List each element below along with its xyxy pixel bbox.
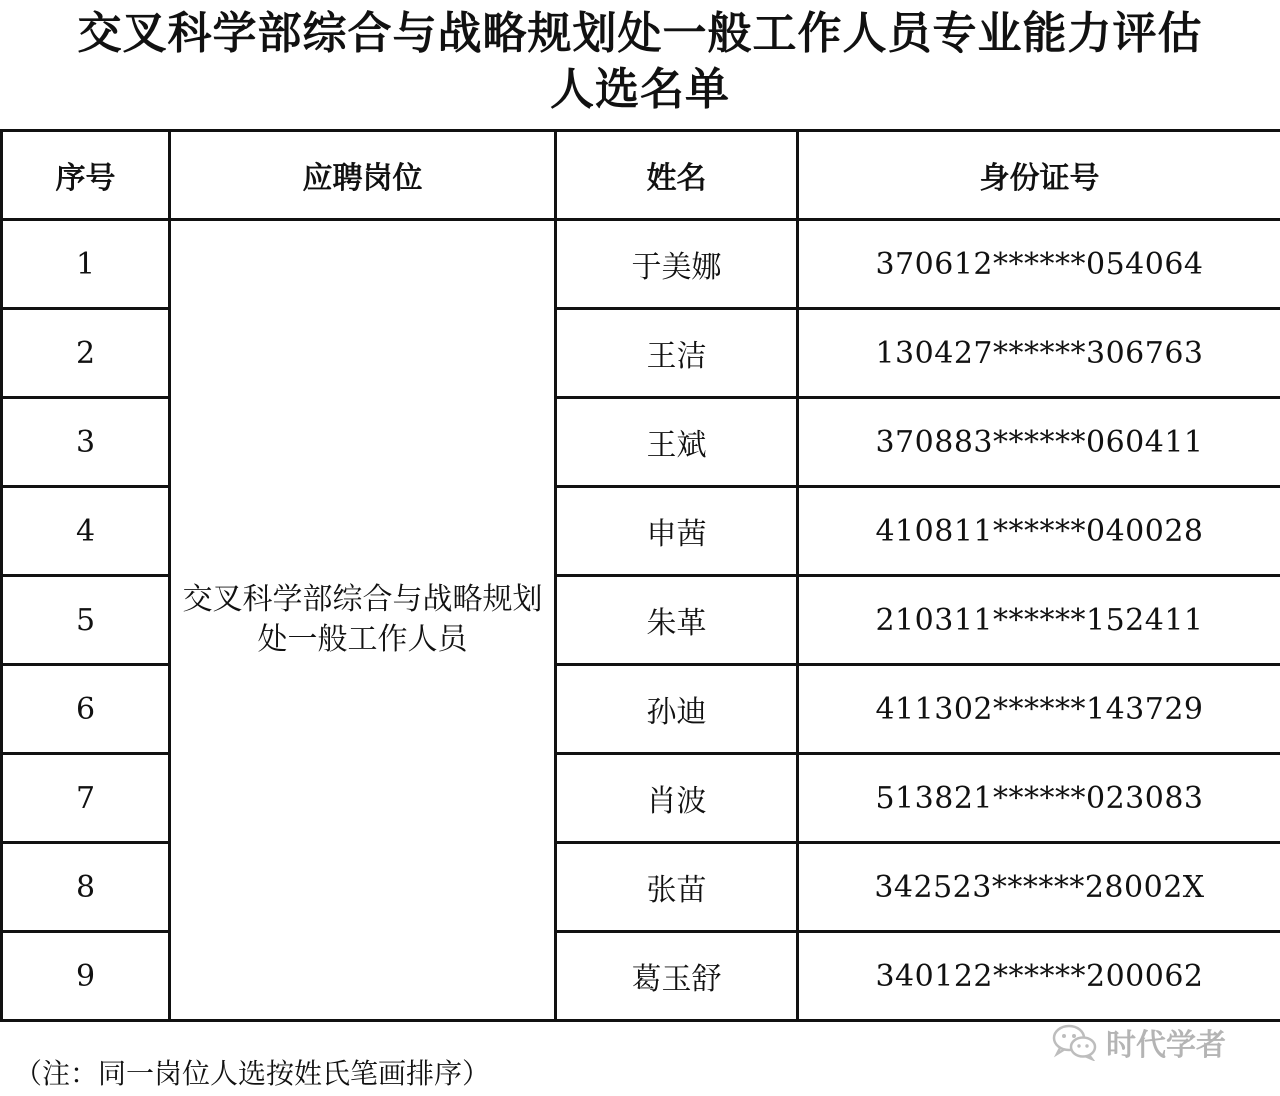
row-number: 2 bbox=[2, 309, 170, 398]
row-name: 王斌 bbox=[556, 398, 798, 487]
row-name: 葛玉舒 bbox=[556, 932, 798, 1021]
row-name: 孙迪 bbox=[556, 665, 798, 754]
table-header-row bbox=[2, 131, 1280, 220]
row-number: 7 bbox=[2, 754, 170, 843]
watermark bbox=[1052, 1020, 1226, 1064]
row-number: 1 bbox=[2, 220, 170, 309]
row-id-number: 410811******040028 bbox=[798, 487, 1280, 576]
wechat-icon bbox=[1052, 1023, 1098, 1061]
footnote: （注：同一岗位人选按姓氏笔画排序） bbox=[14, 1057, 491, 1090]
header-id-number: 身份证号 bbox=[798, 131, 1280, 220]
page-title-line-2: 人选名单 bbox=[550, 64, 730, 115]
row-name: 申茜 bbox=[556, 487, 798, 576]
row-id-number: 370612******054064 bbox=[798, 220, 1280, 309]
page-title-line-1: 交叉科学部综合与战略规划处一般工作人员专业能力评估 bbox=[77, 8, 1203, 59]
row-id-number: 342523******28002X bbox=[798, 843, 1280, 932]
row-name: 王洁 bbox=[556, 309, 798, 398]
row-name: 朱革 bbox=[556, 576, 798, 665]
row-id-number: 513821******023083 bbox=[798, 754, 1280, 843]
position-cell: 交叉科学部综合与战略规划处一般工作人员 bbox=[170, 220, 556, 1021]
row-id-number: 411302******143729 bbox=[798, 665, 1280, 754]
header-name: 姓名 bbox=[556, 131, 798, 220]
row-number: 5 bbox=[2, 576, 170, 665]
candidate-table bbox=[0, 129, 1280, 1022]
row-number: 8 bbox=[2, 843, 170, 932]
row-id-number: 370883******060411 bbox=[798, 398, 1280, 487]
row-number: 9 bbox=[2, 932, 170, 1021]
header-position: 应聘岗位 bbox=[170, 131, 556, 220]
row-name: 肖波 bbox=[556, 754, 798, 843]
row-id-number: 340122******200062 bbox=[798, 932, 1280, 1021]
row-id-number: 130427******306763 bbox=[798, 309, 1280, 398]
watermark-text: 时代学者 bbox=[1106, 1028, 1226, 1063]
header-number: 序号 bbox=[2, 131, 170, 220]
row-number: 3 bbox=[2, 398, 170, 487]
row-number: 6 bbox=[2, 665, 170, 754]
table-row bbox=[2, 220, 1280, 309]
row-number: 4 bbox=[2, 487, 170, 576]
row-id-number: 210311******152411 bbox=[798, 576, 1280, 665]
row-name: 张苗 bbox=[556, 843, 798, 932]
row-name: 于美娜 bbox=[556, 220, 798, 309]
